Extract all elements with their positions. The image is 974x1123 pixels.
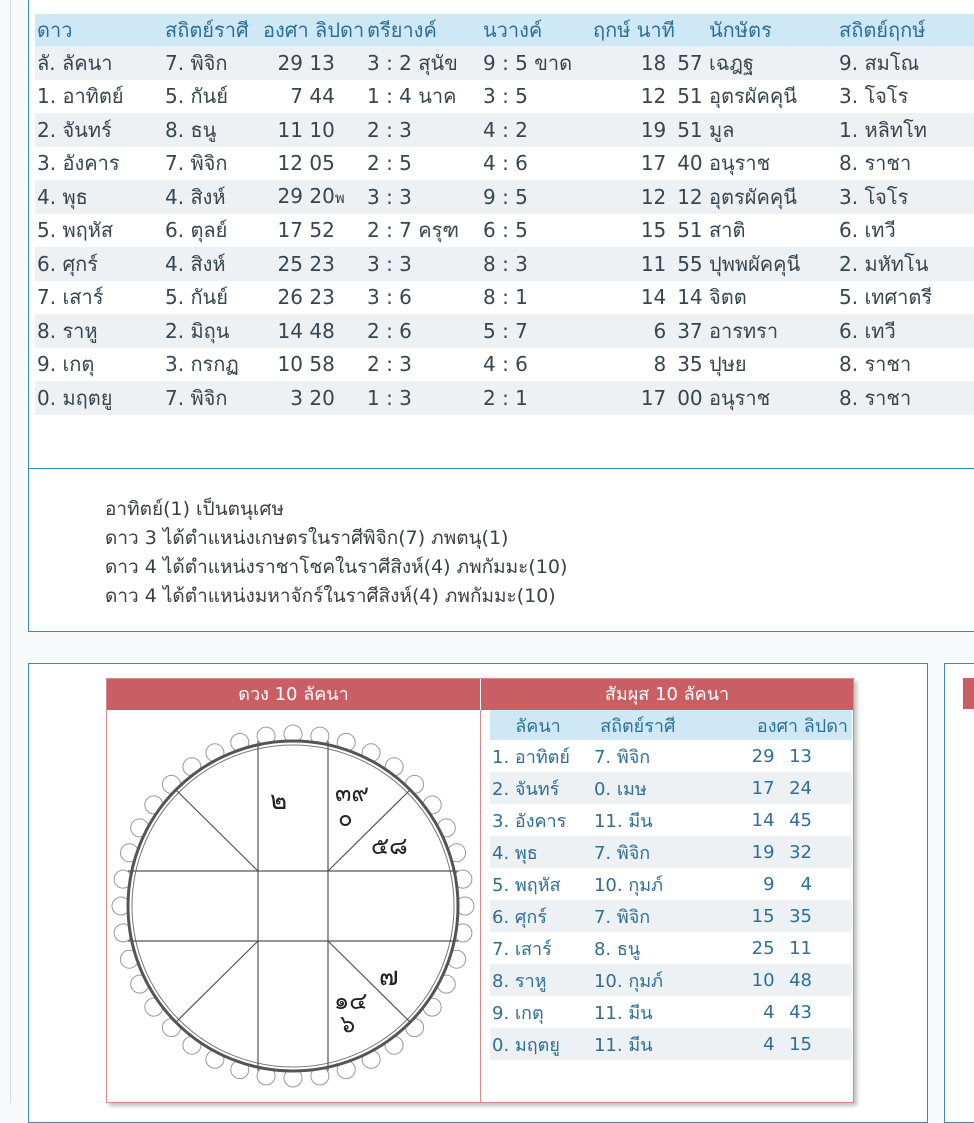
degree-value: 25 xyxy=(277,251,303,276)
cell-rasi: 5. กันย์ xyxy=(165,84,228,109)
cell-naksat: ปุษย xyxy=(709,352,747,377)
minute-value: 20 xyxy=(309,385,335,410)
table-header-row xyxy=(35,14,974,46)
cell-degree xyxy=(263,80,367,114)
nati-value: 40 xyxy=(677,151,703,176)
nati-value: 14 xyxy=(677,285,703,310)
lagna-10-panel xyxy=(28,663,928,1123)
minute-value: 10 xyxy=(309,117,335,142)
minute-value: 58 xyxy=(309,352,335,377)
cell-rasi: 7. พิจิก xyxy=(165,46,263,80)
aspect-col-lagna: ลัคนา xyxy=(490,710,584,740)
reuk-value: 11 xyxy=(640,251,667,276)
table-row xyxy=(35,314,974,348)
degree-value: 11 xyxy=(277,117,303,142)
cell-planet: 5. พฤหัส xyxy=(37,218,114,243)
cell-reuk xyxy=(593,247,709,281)
cell-navang: 9 : 5 ขาด xyxy=(483,46,593,80)
cell-naksat: ปุพพผัคคุนี xyxy=(709,247,839,281)
aspect-row xyxy=(490,740,852,772)
cell-triyang: 2 : 6 xyxy=(367,314,483,348)
aspect-row xyxy=(490,804,852,836)
cell-sathit-reuk: 2. มหัทโน xyxy=(839,247,974,281)
minute-value: 13 xyxy=(309,50,335,75)
cell-sathit-reuk: 6. เทวี xyxy=(839,218,896,243)
degree-value: 17 xyxy=(277,218,303,243)
degree-value: 10 xyxy=(277,352,303,377)
nati-value: 57 xyxy=(677,50,703,75)
col-header-rasi: สถิตย์ราศี xyxy=(165,14,263,46)
aspect-cell-planet: 2. จันทร์ xyxy=(490,772,584,804)
degree-value: 26 xyxy=(277,285,303,310)
col-header-sathit-reuk: สถิตย์ฤกษ์ xyxy=(839,14,974,46)
cell-rasi: 7. พิจิก xyxy=(165,381,263,415)
cell-degree xyxy=(263,113,367,147)
col-header-navang: นวางค์ xyxy=(483,14,593,46)
aspect-minute: 11 xyxy=(789,937,812,959)
house-glyph: ๕๘ xyxy=(371,832,408,860)
aspect-minute: 4 xyxy=(800,873,812,895)
cell-sathit-reuk: 9. สมโณ xyxy=(839,46,974,80)
aspect-degree: 29 xyxy=(751,745,775,767)
degree-value: 14 xyxy=(277,318,303,343)
cell-sathit-reuk: 8. ราชา xyxy=(839,381,974,415)
minute-value: 23 xyxy=(309,285,335,310)
cell-naksat: อุตรผัคคุนี xyxy=(709,180,839,214)
cell-degree xyxy=(263,348,367,382)
aspect-cell-planet: 0. มฤตยู xyxy=(490,1028,584,1060)
aspect-cell-planet: 8. ราหู xyxy=(490,964,584,996)
cell-navang: 4 : 2 xyxy=(483,113,593,147)
cell-navang: 2 : 1 xyxy=(483,381,593,415)
aspect-cell-degree xyxy=(692,932,852,964)
cell-sathit-reuk: 8. ราชา xyxy=(839,151,912,176)
aspect-cell-rasi: 11. มีน xyxy=(584,1028,692,1060)
cell-rasi: 5. กันย์ xyxy=(165,285,228,310)
cell-navang: 9 : 5 xyxy=(483,180,593,214)
cell-rasi: 2. มิถุน xyxy=(165,314,263,348)
aspect-row xyxy=(490,900,852,932)
cell-navang: 4 : 6 xyxy=(483,151,528,176)
wheel-circle xyxy=(128,741,458,1071)
cell-naksat: อนุราช xyxy=(709,151,771,176)
house-glyph: ๐ xyxy=(338,804,353,832)
aspect-cell-planet: 3. อังคาร xyxy=(492,810,567,832)
table-row xyxy=(35,281,974,315)
reuk-value: 12 xyxy=(640,84,667,109)
cell-triyang: 2 : 5 xyxy=(367,151,412,176)
cell-degree xyxy=(263,147,367,181)
cell-navang: 8 : 3 xyxy=(483,247,593,281)
cell-planet: ลั. ลัคนา xyxy=(35,46,165,80)
cell-reuk xyxy=(593,113,709,147)
nati-value: 00 xyxy=(677,385,703,410)
aspect-cell-rasi: 0. เมษ xyxy=(584,772,692,804)
cell-reuk xyxy=(593,46,709,80)
reuk-value: 15 xyxy=(640,218,667,243)
aspect-cell-degree xyxy=(692,836,852,868)
aspect-cell-degree xyxy=(692,1028,852,1060)
cell-reuk xyxy=(593,348,709,382)
reuk-value: 18 xyxy=(640,50,667,75)
aspect-degree: 4 xyxy=(763,1001,775,1023)
aspect-minute: 32 xyxy=(789,841,812,863)
nati-value: 35 xyxy=(677,352,703,377)
nati-value: 37 xyxy=(677,318,703,343)
aspect-degree: 17 xyxy=(751,777,775,799)
cell-naksat: เฉฎฐ xyxy=(709,46,839,80)
minute-value: 20 xyxy=(309,183,335,208)
aspect-degree: 14 xyxy=(751,809,775,831)
nati-value: 51 xyxy=(677,117,703,142)
note-line: อาทิตย์(1) เป็นตนุเศษ xyxy=(105,498,284,520)
cell-sathit-reuk: 8. ราชา xyxy=(839,352,912,377)
note-line: ดาว 3 ได้ตำแหน่งเกษตรในราศีพิจิก(7) ภพตนุ(1) xyxy=(105,527,509,549)
aspect-header-row xyxy=(490,710,852,740)
reuk-value: 17 xyxy=(640,385,667,410)
cell-reuk xyxy=(593,381,709,415)
cell-triyang: 1 : 4 นาค xyxy=(367,84,457,109)
cell-sathit-reuk: 3. โจโร xyxy=(839,180,974,214)
aspect-cell-planet: 5. พฤหัส xyxy=(492,874,561,896)
cell-sathit-reuk: 6. เทวี xyxy=(839,314,974,348)
house-glyph: ๑๔ xyxy=(334,987,368,1015)
table-row xyxy=(35,147,974,181)
minute-value: 52 xyxy=(309,218,335,243)
cell-planet: 0. มฤตยู xyxy=(35,381,165,415)
aspect-degree: 25 xyxy=(751,937,775,959)
horoscope-wheel-svg xyxy=(107,710,480,1102)
aspect-table xyxy=(490,710,852,1060)
cell-sathit-reuk: 5. เทศาตรี xyxy=(839,285,933,310)
aspect-cell-rasi: 10. กุมภ์ xyxy=(584,964,692,996)
aspect-degree: 10 xyxy=(751,969,775,991)
reuk-value: 12 xyxy=(640,184,667,209)
cell-degree xyxy=(263,314,367,348)
aspect-cell-planet: 9. เกตุ xyxy=(492,1002,544,1024)
cell-rasi: 8. ธนู xyxy=(165,113,263,147)
chart-card-title: ดวง 10 ลัคนา xyxy=(107,679,480,710)
cell-rasi: 4. สิงห์ xyxy=(165,247,263,281)
aspect-cell-rasi: 7. พิจิก xyxy=(584,900,692,932)
nati-value: 51 xyxy=(677,218,703,243)
table-row xyxy=(35,348,974,382)
cell-triyang: 3 : 6 xyxy=(367,285,412,310)
aspect-degree: 19 xyxy=(751,841,775,863)
aspect-row xyxy=(490,932,852,964)
cell-planet: 6. ศุกร์ xyxy=(35,247,165,281)
col-header-degree: องศา ลิปดา xyxy=(263,14,367,46)
cell-degree xyxy=(263,180,367,214)
cell-planet: 1. อาทิตย์ xyxy=(37,84,124,109)
cell-degree xyxy=(263,46,367,80)
cell-triyang: 2 : 3 xyxy=(367,352,412,377)
aspect-cell-degree xyxy=(692,900,852,932)
col-header-triyang: ตรียางค์ xyxy=(367,14,483,46)
aspect-row xyxy=(490,836,852,868)
cell-triyang: 3 : 3 xyxy=(367,180,483,214)
aspect-col-rasi: สถิตย์ราศี xyxy=(584,710,692,740)
cell-reuk xyxy=(593,80,709,114)
reuk-value: 19 xyxy=(640,117,667,142)
minute-value: 44 xyxy=(309,84,335,109)
aspect-cell-planet: 1. อาทิตย์ xyxy=(492,746,570,768)
cell-naksat: อารทรา xyxy=(709,314,839,348)
section-divider xyxy=(29,468,974,469)
aspect-cell-degree xyxy=(692,868,852,900)
cell-triyang: 2 : 7 ครุฑ xyxy=(367,218,459,243)
cell-navang: 8 : 1 xyxy=(483,285,528,310)
reuk-value: 17 xyxy=(640,151,667,176)
house-glyph: ๓๙ xyxy=(335,779,369,807)
degree-value: 29 xyxy=(277,50,303,75)
retrograde-flag: พ xyxy=(334,188,345,207)
aspect-minute: 15 xyxy=(789,1033,812,1055)
degree-value: 12 xyxy=(277,151,303,176)
cell-reuk xyxy=(593,147,709,181)
cell-naksat: สาติ xyxy=(709,218,746,243)
cell-navang: 4 : 6 xyxy=(483,352,528,377)
cell-triyang: 2 : 3 xyxy=(367,113,483,147)
cell-navang: 6 : 5 xyxy=(483,218,528,243)
aspect-minute: 48 xyxy=(789,969,812,991)
nati-value: 55 xyxy=(677,251,703,276)
aspect-row xyxy=(490,772,852,804)
degree-value: 29 xyxy=(277,183,303,208)
aspect-cell-degree xyxy=(692,964,852,996)
aspect-row xyxy=(490,964,852,996)
aspect-cell-planet: 6. ศุกร์ xyxy=(490,900,584,932)
aspect-cell-rasi: 11. มีน xyxy=(593,810,653,832)
house-glyph: ๗ xyxy=(379,962,399,992)
planet-position-table xyxy=(35,14,974,415)
col-header-naksat: นักษัตร xyxy=(709,14,839,46)
table-row xyxy=(35,381,974,415)
cell-navang: 3 : 5 xyxy=(483,84,528,109)
cell-reuk xyxy=(593,214,709,248)
aspect-cell-planet: 4. พุธ xyxy=(490,836,584,868)
degree-value: 3 xyxy=(290,385,303,410)
aspect-col-degree: องศา ลิปดา xyxy=(692,710,852,740)
degree-value: 7 xyxy=(290,84,303,109)
cell-triyang: 1 : 3 xyxy=(367,381,483,415)
cell-sathit-reuk: 1. หลิทโท xyxy=(839,113,974,147)
aspect-cell-degree xyxy=(692,772,852,804)
cell-reuk xyxy=(593,314,709,348)
minute-value: 23 xyxy=(309,251,335,276)
note-line: ดาว 4 ได้ตำแหน่งมหาจักร์ในราศีสิงห์(4) ภพกัมมะ(10) xyxy=(105,585,556,607)
table-row xyxy=(35,214,974,248)
next-panel-partial xyxy=(944,663,974,1123)
house-glyph: ๒ xyxy=(270,786,288,816)
cell-reuk xyxy=(593,281,709,315)
aspect-degree: 4 xyxy=(763,1033,775,1055)
aspect-cell-planet: 7. เสาร์ xyxy=(492,938,552,960)
aspect-row xyxy=(490,1028,852,1060)
aspect-card-title: สัมผุส 10 ลัคนา xyxy=(481,679,853,710)
aspect-cell-rasi: 7. พิจิก xyxy=(593,746,651,768)
aspect-minute: 13 xyxy=(789,745,812,767)
reuk-value: 14 xyxy=(640,285,667,310)
aspect-minute: 35 xyxy=(789,905,812,927)
aspect-cell-rasi: 11. มีน xyxy=(593,1002,653,1024)
aspect-degree: 15 xyxy=(751,905,775,927)
cell-rasi: 6. ตุลย์ xyxy=(165,218,228,243)
cell-navang: 5 : 7 xyxy=(483,314,593,348)
reuk-value: 8 xyxy=(653,352,667,377)
aspect-degree: 9 xyxy=(763,873,775,895)
lagna-10-card xyxy=(106,678,854,1103)
aspect-row xyxy=(490,868,852,900)
cell-rasi: 3. กรกฏ xyxy=(165,352,239,377)
cell-degree xyxy=(263,281,367,315)
aspect-cell-degree xyxy=(692,740,852,772)
aspect-minute: 45 xyxy=(789,809,812,831)
cell-planet: 9. เกตุ xyxy=(37,352,95,377)
table-row xyxy=(35,113,974,147)
table-row xyxy=(35,247,974,281)
horoscope-wheel xyxy=(107,710,481,1102)
aspect-cell-rasi: 10. กุมภ์ xyxy=(593,874,663,896)
cell-triyang: 3 : 2 สุนัข xyxy=(367,46,483,80)
aspect-cell-rasi: 8. ธนู xyxy=(593,938,641,960)
aspect-cell-rasi: 7. พิจิก xyxy=(584,836,692,868)
note-line: ดาว 4 ได้ตำแหน่งราชาโชคในราศีสิงห์(4) ภพกัมมะ(10) xyxy=(105,556,568,578)
minute-value: 48 xyxy=(309,318,335,343)
next-card-header xyxy=(963,678,974,709)
cell-degree xyxy=(263,247,367,281)
aspect-cell-degree xyxy=(692,804,852,836)
cell-naksat: มูล xyxy=(709,113,839,147)
cell-planet: 3. อังคาร xyxy=(37,151,120,176)
cell-degree xyxy=(263,214,367,248)
cell-degree xyxy=(263,381,367,415)
minute-value: 05 xyxy=(309,151,335,176)
cell-planet: 8. ราหู xyxy=(35,314,165,348)
cell-triyang: 3 : 3 xyxy=(367,247,483,281)
aspect-minute: 43 xyxy=(789,1001,812,1023)
cell-naksat: อนุราช xyxy=(709,381,839,415)
cell-planet: 7. เสาร์ xyxy=(37,285,104,310)
house-glyph: ๖ xyxy=(340,1010,356,1038)
col-header-planet: ดาว xyxy=(35,14,165,46)
nati-value: 51 xyxy=(677,84,703,109)
planet-position-panel xyxy=(28,0,974,632)
cell-naksat: จิตต xyxy=(709,285,747,310)
table-row xyxy=(35,180,974,214)
nati-value: 12 xyxy=(677,184,703,209)
left-gutter-line xyxy=(10,0,11,1103)
aspect-row xyxy=(490,996,852,1028)
table-row xyxy=(35,46,974,80)
cell-planet: 4. พุธ xyxy=(35,180,165,214)
cell-planet: 2. จันทร์ xyxy=(35,113,165,147)
cell-naksat: อุตรผัคคุนี xyxy=(709,84,797,109)
col-header-reuk: ฤกษ์ นาที xyxy=(593,14,709,46)
cell-reuk xyxy=(593,180,709,214)
cell-sathit-reuk: 3. โจโร xyxy=(839,84,909,109)
cell-rasi: 4. สิงห์ xyxy=(165,180,263,214)
reuk-value: 6 xyxy=(653,318,667,343)
aspect-cell-degree xyxy=(692,996,852,1028)
cell-rasi: 7. พิจิก xyxy=(165,151,228,176)
aspect-minute: 24 xyxy=(789,777,812,799)
notes-block xyxy=(105,495,567,611)
table-row xyxy=(35,80,974,114)
